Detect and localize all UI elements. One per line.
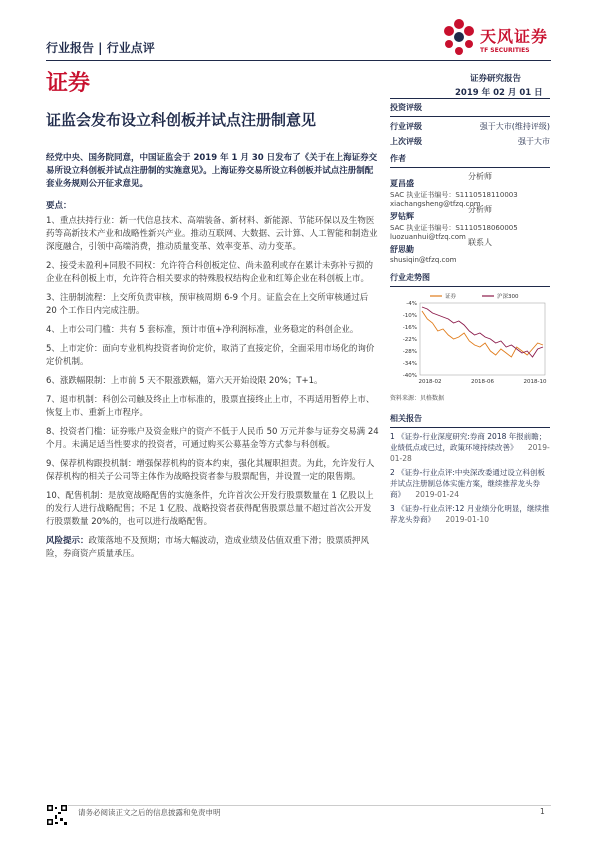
author-email[interactable]: xiachangsheng@tfzq.com bbox=[390, 200, 481, 208]
trend-chart bbox=[390, 291, 550, 391]
related-item-date: 2019-01-10 bbox=[445, 515, 489, 524]
trend-header: 行业走势图 bbox=[390, 273, 430, 282]
author-cert: SAC 执业证书编号：S1110518060005 bbox=[390, 224, 518, 232]
report-category: 行业报告 | 行业点评 bbox=[46, 41, 155, 55]
point-item: 10、配售机制：是放宽战略配售的实施条件，允许首次公开发行股票数量在 1 亿股以上的发行人进行战略配售；不足 1 亿股、战略投资者获得配售股票总量不超过首次公开发行股票数量 20%的，也可以进行战略配售。 bbox=[46, 491, 374, 527]
author-role: 分析师 bbox=[468, 205, 492, 214]
lead-paragraph: 经党中央、国务院同意，中国证监会于 2019 年 1 月 30 日发布了《关于在上海证券交易所设立科创板并试点注册制的实施意见》。上海证券交易所设立科创板并试点注册制配套业务规则公开征求意见。 bbox=[46, 153, 378, 189]
sector-title: 证券 bbox=[46, 71, 91, 96]
plot-frame bbox=[420, 303, 545, 375]
points-title: 要点： bbox=[46, 201, 72, 211]
author-name: 舒思勤 bbox=[390, 245, 414, 254]
x-tick-label: 2018-06 bbox=[471, 379, 494, 385]
related-rule bbox=[390, 427, 550, 428]
rating-header: 投资评级 bbox=[390, 103, 422, 112]
author-entry bbox=[390, 204, 550, 241]
series-line bbox=[422, 311, 543, 357]
previous-rating-value: 强于大市 bbox=[518, 137, 550, 146]
legend-label: 证券 bbox=[445, 294, 457, 300]
author-email[interactable]: luozuanhui@tfzq.com bbox=[390, 233, 466, 241]
point-item: 8、投资者门槛：证券账户及资金账户的资产不低于人民币 50 万元并参与证券交易满 24 个月。未满足适当性要求的投资者，可通过购买公募基金等方式参与科创板。 bbox=[46, 427, 379, 450]
author-role: 分析师 bbox=[468, 172, 492, 181]
footer-divider bbox=[46, 805, 551, 806]
brand-name-en: TF SECURITIES bbox=[480, 47, 530, 54]
risk-text: 政策落地不及预期；市场大幅波动，造成业绩及估值双重下滑；股票质押风险，券商资产质量承压。 bbox=[46, 536, 370, 559]
rating-top-rule bbox=[390, 98, 550, 99]
y-tick-label: -22% bbox=[402, 337, 417, 343]
author-cert: SAC 执业证书编号：S1110518110003 bbox=[390, 191, 518, 199]
report-date: 2019 年 02 月 01 日 bbox=[455, 88, 543, 98]
legend-label: 沪深300 bbox=[497, 294, 519, 300]
previous-rating-label: 上次评级 bbox=[390, 137, 422, 146]
author-entry bbox=[390, 171, 550, 208]
point-item: 5、上市定价：面向专业机构投资者询价定价，取消了直接定价，全面采用市场化的询价定价机制。 bbox=[46, 344, 375, 367]
point-item: 9、保荐机构跟投机制：增强保荐机构的资本约束，强化其履职担责。为此，允许发行人保荐机构的相关子公司等主体作为战略投资者参与股票配售，并设置一定的限售期。 bbox=[46, 459, 375, 482]
footer-disclaimer: 请务必阅读正文之后的信息披露和免责申明 bbox=[78, 808, 221, 817]
current-rating-row bbox=[390, 121, 550, 132]
brand-logo-icon bbox=[440, 18, 478, 58]
points-list bbox=[46, 215, 379, 561]
related-item-date: 2019-01-28 bbox=[390, 443, 550, 463]
report-title: 证监会发布设立科创板并试点注册制意见 bbox=[46, 111, 317, 129]
series-line bbox=[422, 307, 543, 357]
point-item: 6、涨跌幅限制：上市前 5 天不限涨跌幅，第六天开始设限 20%；T+1。 bbox=[46, 376, 323, 386]
related-header: 相关报告 bbox=[390, 414, 422, 423]
point-item: 2、接受未盈利+同股不同权：允许符合科创板定位、尚未盈利或存在累计未弥补亏损的企业在科创板上市，允许符合相关要求的特殊股权结构企业和红筹企业在科创板上市。 bbox=[46, 261, 374, 284]
current-rating-label: 行业评级 bbox=[390, 122, 422, 131]
related-item[interactable] bbox=[390, 503, 550, 525]
author-name: 夏昌盛 bbox=[390, 179, 414, 188]
author-role: 联系人 bbox=[468, 238, 492, 247]
point-item: 1、重点扶持行业：新一代信息技术、高端装备、新材料、新能源、节能环保以及生物医药等高新技术产业和战略性新兴产业。推动互联网、大数据、云计算、人工智能和制造业深度融合，引领中高端消费，推动质量变革、效率变革、动力变革。 bbox=[46, 216, 378, 252]
y-tick-label: -10% bbox=[402, 313, 417, 319]
author-email[interactable]: shusiqin@tfzq.com bbox=[390, 256, 457, 264]
brand-logo bbox=[440, 18, 555, 62]
header-divider bbox=[46, 60, 551, 61]
author-entry bbox=[390, 237, 550, 264]
x-tick-label: 2018-02 bbox=[418, 379, 442, 385]
qr-code-icon bbox=[46, 804, 68, 826]
chart-source: 资料来源：贝格数据 bbox=[390, 395, 445, 402]
related-item-text[interactable]: 3 《证券-行业点评:12 月业绩分化明显，继续推荐龙头券商》 bbox=[390, 504, 550, 524]
author-header: 作者 bbox=[390, 154, 406, 163]
point-item: 4、上市公司门槛：共有 5 套标准，预计市值+净利润标准，业务稳定的科创企业。 bbox=[46, 325, 359, 335]
related-item-date: 2019-01-24 bbox=[415, 490, 459, 499]
x-tick-label: 2018-10 bbox=[523, 379, 547, 385]
risk-label: 风险提示： bbox=[46, 536, 89, 546]
y-tick-label: -34% bbox=[402, 361, 417, 367]
trend-rule bbox=[390, 286, 550, 287]
y-tick-label: -28% bbox=[402, 349, 417, 355]
page-number: 1 bbox=[540, 807, 545, 816]
author-panel bbox=[390, 153, 550, 264]
y-tick-label: -40% bbox=[402, 373, 417, 379]
brand-name: 天风证券 bbox=[480, 27, 549, 46]
y-tick-label: -4% bbox=[406, 301, 417, 307]
previous-rating-row bbox=[390, 136, 550, 147]
author-rule bbox=[390, 167, 550, 168]
y-tick-label: -16% bbox=[402, 325, 417, 331]
report-type-label: 证券研究报告 bbox=[470, 74, 522, 84]
author-name: 罗钻辉 bbox=[390, 212, 414, 221]
risk-warning bbox=[46, 535, 379, 561]
related-item-text[interactable]: 2 《证券-行业点评:中央深改委通过设立科创板并试点注册制总体实施方案，继续推荐龙头券商》 bbox=[390, 468, 545, 499]
related-item-text[interactable]: 1 《证券-行业深度研究:券商 2018 年报前瞻；业绩低点或已过，政策环境持续改善》 bbox=[390, 432, 547, 452]
rating-mid-rule bbox=[390, 116, 550, 117]
rating-panel bbox=[390, 98, 550, 147]
related-panel bbox=[390, 413, 550, 525]
trend-panel bbox=[390, 272, 550, 402]
related-item[interactable] bbox=[390, 431, 550, 464]
current-rating-value: 强于大市(维持评级) bbox=[479, 122, 550, 131]
point-item: 3、注册制流程：上交所负责审核，预审核周期 6-9 个月。证监会在上交所审核通过后 20 个工作日内完成注册。 bbox=[46, 293, 369, 316]
related-item[interactable] bbox=[390, 467, 550, 500]
point-item: 7、退市机制：科创公司触及终止上市标准的，股票直接终止上市，不再适用暂停上市、恢复上市、重新上市程序。 bbox=[46, 395, 375, 418]
